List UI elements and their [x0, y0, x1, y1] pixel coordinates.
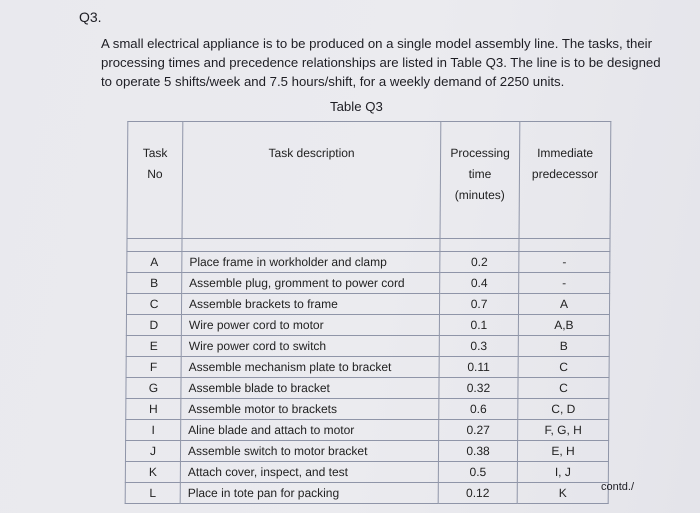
task-no-cell: B	[127, 273, 182, 294]
task-description-cell: Wire power cord to motor	[181, 315, 439, 336]
table-row	[126, 420, 609, 441]
spacer-cell	[440, 239, 519, 252]
task-description-cell: Aline blade and attach to motor	[181, 420, 439, 441]
table-row	[127, 273, 610, 294]
task-description-cell: Attach cover, inspect, and test	[180, 462, 438, 483]
task-description-cell: Assemble mechanism plate to bracket	[181, 357, 439, 378]
processing-time-cell: 0.38	[438, 441, 517, 462]
header-task-description	[182, 122, 441, 239]
continued-note: contd./	[601, 481, 635, 493]
processing-time-cell: 0.4	[440, 273, 519, 294]
header-processing-time	[440, 122, 520, 239]
predecessor-cell: B	[518, 336, 609, 357]
task-description-cell: Assemble motor to brackets	[181, 399, 439, 420]
task-no-cell: I	[126, 420, 181, 441]
processing-time-cell: 0.1	[439, 315, 518, 336]
task-no-cell: C	[126, 294, 181, 315]
predecessor-cell: A	[518, 294, 609, 315]
header-immediate-predecessor	[519, 122, 611, 239]
task-no-cell: D	[126, 315, 181, 336]
table-header-row	[127, 122, 611, 239]
table-row	[126, 336, 609, 357]
table-row	[126, 315, 609, 336]
task-description-cell: Place in tote pan for packing	[180, 483, 438, 504]
header-processing-line: Processing	[450, 146, 510, 160]
task-description-cell: Assemble plug, gromment to power cord	[182, 273, 440, 294]
table-row	[126, 357, 609, 378]
task-no-cell: A	[127, 252, 182, 273]
processing-time-cell: 0.2	[440, 252, 519, 273]
processing-time-cell: 0.3	[439, 336, 518, 357]
table-caption: Table Q3	[330, 99, 383, 114]
header-minutes-line: (minutes)	[454, 188, 505, 202]
predecessor-cell: F, G, H	[518, 420, 609, 441]
task-no-cell: H	[126, 399, 181, 420]
table-row	[125, 483, 608, 504]
predecessor-cell: K	[517, 483, 608, 504]
task-description-cell: Place frame in workholder and clamp	[182, 252, 440, 273]
predecessor-cell: -	[519, 252, 610, 273]
predecessor-cell: A,B	[518, 315, 609, 336]
processing-time-cell: 0.6	[439, 399, 518, 420]
header-predecessor-line: predecessor	[531, 167, 599, 181]
header-description-line: Task description	[268, 146, 355, 160]
table-row	[126, 378, 609, 399]
table-row	[126, 399, 609, 420]
task-description-cell: Assemble switch to motor bracket	[180, 441, 438, 462]
table-row	[126, 294, 609, 315]
predecessor-cell: C	[518, 378, 609, 399]
task-no-cell: G	[126, 378, 181, 399]
table-row	[127, 252, 610, 273]
task-description-cell: Assemble blade to bracket	[181, 378, 439, 399]
header-task-line: Task	[142, 146, 168, 160]
question-intro: A small electrical appliance is to be produced on a single model assembly line. The tasks, their processing times and precedence relationships are listed in Table Q3. The line is to be designed to operate 5 shifts/week and 7.5 hours/shift, for a weekly demand of 2250 units.	[101, 36, 661, 89]
header-task-no	[127, 122, 183, 239]
task-description-cell: Wire power cord to switch	[181, 336, 439, 357]
predecessor-cell: I, J	[517, 462, 608, 483]
header-no-line: No	[147, 167, 163, 181]
processing-time-cell: 0.27	[439, 420, 518, 441]
spacer-cell	[127, 239, 182, 252]
task-no-cell: F	[126, 357, 181, 378]
predecessor-cell: -	[519, 273, 610, 294]
processing-time-cell: 0.5	[438, 462, 517, 483]
processing-time-cell: 0.12	[438, 483, 517, 504]
predecessor-cell: E, H	[517, 441, 608, 462]
header-time-line: time	[468, 167, 492, 181]
question-number: Q3.	[79, 9, 102, 25]
task-no-cell: L	[125, 483, 180, 504]
table-row	[125, 462, 608, 483]
table-row	[125, 441, 608, 462]
predecessor-cell: C	[518, 357, 609, 378]
processing-time-cell: 0.32	[439, 378, 518, 399]
spacer-cell	[182, 239, 440, 252]
predecessor-cell: C, D	[518, 399, 609, 420]
task-no-cell: J	[125, 441, 180, 462]
processing-time-cell: 0.11	[439, 357, 518, 378]
task-table	[125, 121, 612, 504]
table-spacer-row	[127, 239, 610, 252]
task-no-cell: K	[125, 462, 180, 483]
spacer-cell	[519, 239, 610, 252]
task-description-cell: Assemble brackets to frame	[181, 294, 439, 315]
task-no-cell: E	[126, 336, 181, 357]
processing-time-cell: 0.7	[439, 294, 518, 315]
header-immediate-line: Immediate	[537, 146, 594, 160]
